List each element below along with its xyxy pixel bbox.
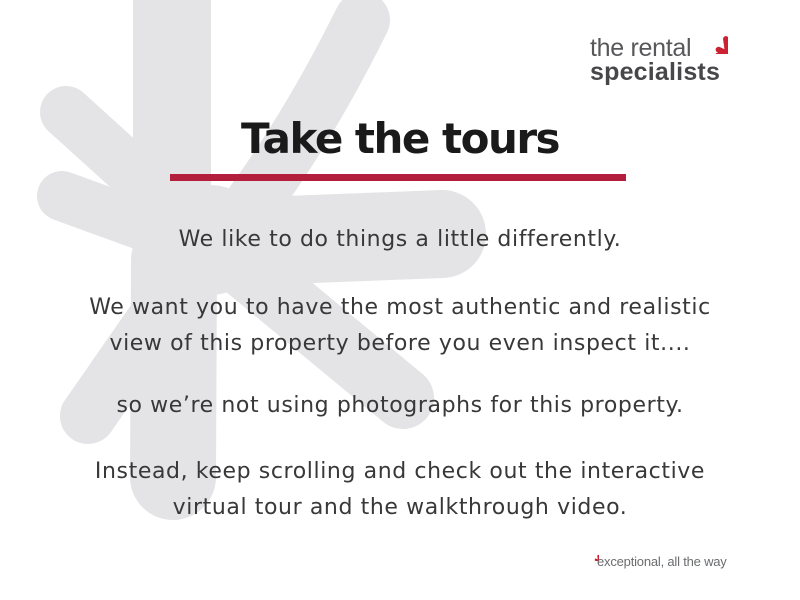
paragraph-line: virtual tour and the walkthrough video.	[172, 495, 628, 520]
page-title: Take the tours	[240, 114, 560, 163]
paragraph-line: view of this property before you even inspect it....	[109, 331, 691, 356]
paragraph-2	[0, 290, 800, 362]
tagline-text: exceptional, all the way	[597, 554, 727, 569]
title-underline	[170, 174, 626, 181]
paragraph-line: We like to do things a little differently.	[178, 227, 622, 252]
paragraph-line: so we’re not using photographs for this property.	[116, 393, 684, 418]
tagline	[597, 551, 727, 570]
logo-name-line1: the rental	[590, 34, 692, 62]
logo-name-line2: specialists	[590, 58, 721, 86]
paragraph-line: Instead, keep scrolling and check out the interactive	[94, 459, 706, 484]
paragraph-line: We want you to have the most authentic and realistic	[89, 295, 711, 320]
paragraph-3	[0, 390, 800, 422]
paragraph-1	[0, 224, 800, 256]
logo	[590, 36, 720, 84]
paragraph-4	[0, 454, 800, 526]
